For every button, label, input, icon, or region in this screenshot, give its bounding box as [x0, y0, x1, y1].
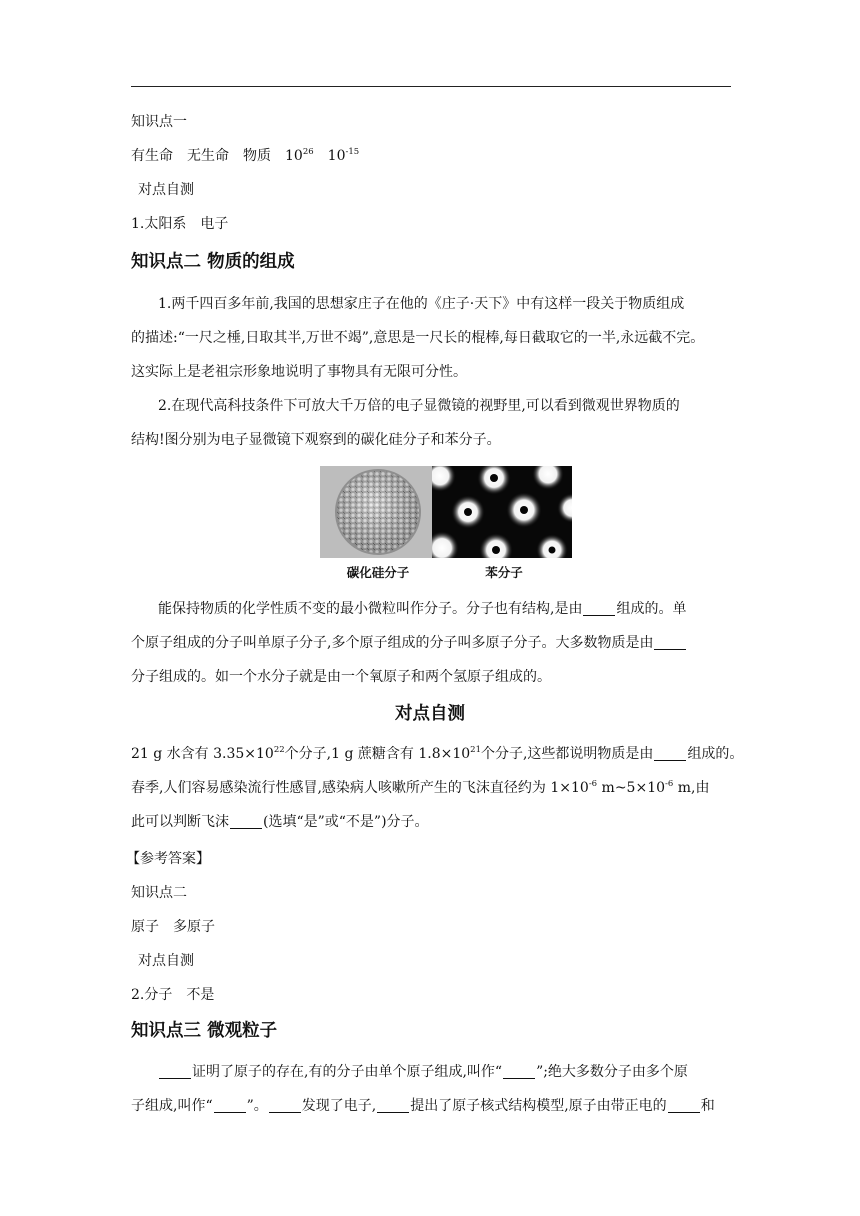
- kp2-paragraph2-line1: 2.在现代高科技条件下可放大千万倍的电子显微镜的视野里,可以看到微观世界物质的: [158, 398, 680, 414]
- self-test-title: 对点自测: [395, 704, 465, 724]
- kp3-title: 知识点三 微观粒子: [131, 1021, 278, 1041]
- answers-line1: 原子 多原子: [131, 919, 215, 935]
- answer-blank: [654, 746, 686, 761]
- answers-label: 【参考答案】: [126, 851, 210, 867]
- answer-blank: [159, 1064, 191, 1079]
- answer-blank: [668, 1098, 700, 1113]
- self-test-line1: 21 g 水含有 $3.35\times 10^{22}$个分子,1 g 蔗糖含有 $1.8\times 10^{21}$个分子,这些都说明物质是由 组成的。: [131, 745, 744, 762]
- kp1-self-test-answer: 1.太阳系 电子: [131, 216, 229, 232]
- answer-blank: [377, 1098, 409, 1113]
- kp2-paragraph1-line3: 这实际上是老祖宗形象地说明了事物具有无限可分性。: [131, 364, 467, 380]
- microscope-figure: [320, 466, 572, 586]
- header-rule: [131, 86, 731, 87]
- kp1-answer-items: 有生命 无生命 物质 $10^{26}$ $10^{-15}$: [131, 147, 360, 164]
- answer-blank: [214, 1098, 246, 1113]
- kp3-line2: 子组成,叫作“ ”。 发现了电子, 提出了原子核式结构模型,原子由带正电的 和: [131, 1098, 715, 1114]
- self-test-line2: 春季,人们容易感染流行性感冒,感染病人咳嗽所产生的飞沫直径约为 $1\times 10^{-6}$ $m\sim 5\times 10^{-6}$ m,由: [131, 779, 710, 796]
- silicon-carbide-caption: 碳化硅分子: [346, 565, 410, 580]
- kp3-line1: 证明了原子的存在,有的分子由单个原子组成,叫作“ ”;绝大多数分子由多个原: [158, 1063, 688, 1081]
- answer-blank: [269, 1098, 301, 1113]
- answers-heading: 知识点二: [131, 885, 187, 901]
- kp1-self-test-label: 对点自测: [138, 182, 194, 198]
- kp2-paragraph3-line3: 分子组成的。如一个水分子就是由一个氧原子和两个氢原子组成的。: [131, 669, 551, 685]
- silicon-carbide-image: [320, 466, 436, 558]
- kp2-paragraph2-line2: 结构!图分别为电子显微镜下观察到的碳化硅分子和苯分子。: [131, 432, 501, 448]
- kp2-paragraph3-line1: 能保持物质的化学性质不变的最小微粒叫作分子。分子也有结构,是由 组成的。单: [158, 601, 687, 617]
- answer-blank: [230, 814, 262, 829]
- kp1-heading: 知识点一: [131, 114, 187, 130]
- self-test-line3: 此可以判断飞沫 (选填“是”或“不是”)分子。: [131, 814, 429, 830]
- kp2-paragraph1-line1: 1.两千四百多年前,我国的思想家庄子在他的《庄子·天下》中有这样一段关于物质组成: [158, 296, 685, 312]
- benzene-image: [432, 466, 572, 558]
- answer-blank: [654, 635, 686, 650]
- answer-blank: [583, 601, 615, 616]
- answer-blank: [503, 1064, 535, 1079]
- answers-line2: 2.分子 不是: [131, 987, 215, 1003]
- answers-self-test-label: 对点自测: [138, 953, 194, 969]
- benzene-caption: 苯分子: [485, 565, 523, 580]
- kp2-title: 知识点二 物质的组成: [131, 252, 295, 272]
- kp2-paragraph1-line2: 的描述:“一尺之棰,日取其半,万世不竭”,意思是一尺长的棍棒,每日截取它的一半,永远截不完。: [131, 330, 705, 346]
- kp2-paragraph3-line2: 个原子组成的分子叫单原子分子,多个原子组成的分子叫多原子分子。大多数物质是由: [131, 634, 687, 652]
